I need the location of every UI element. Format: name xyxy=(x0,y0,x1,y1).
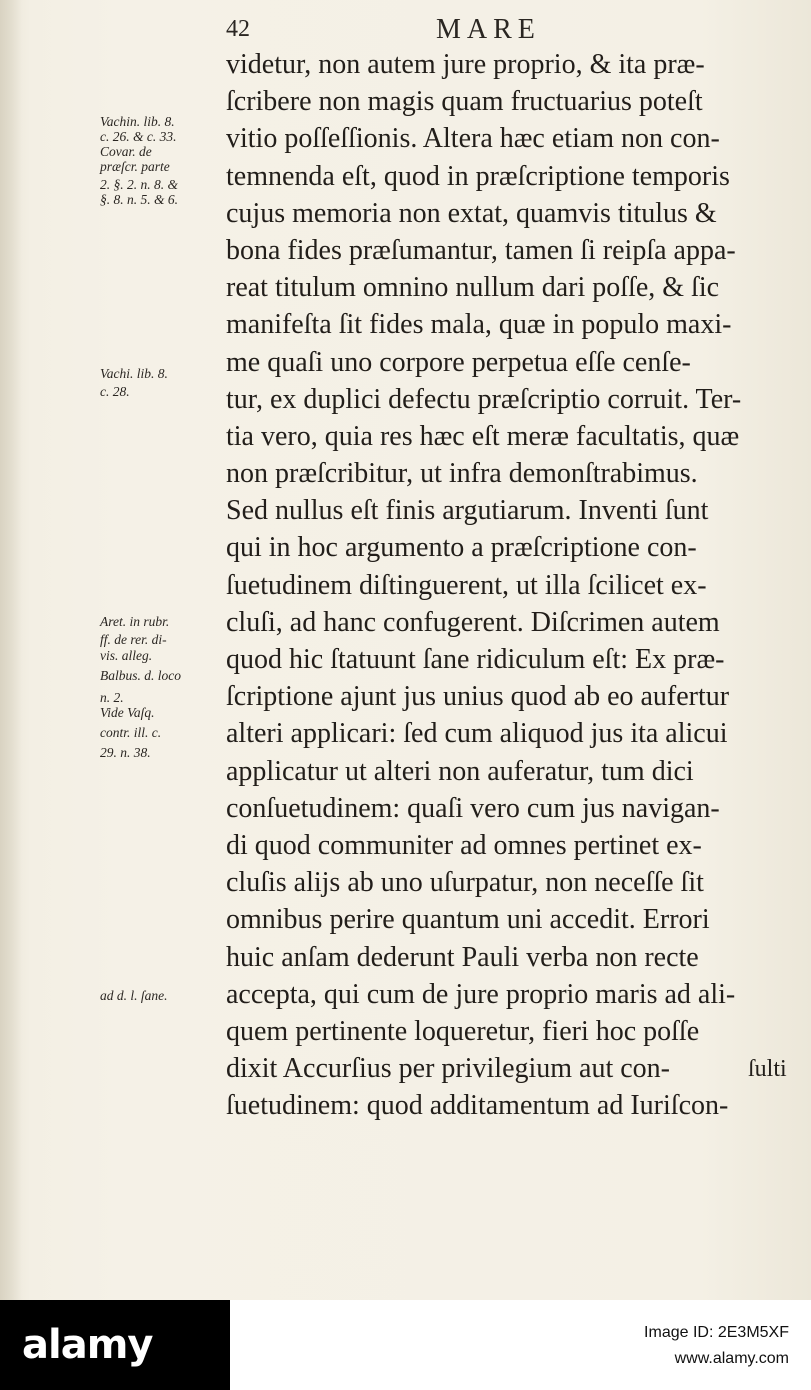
marginal-note-line: 29. n. 38. xyxy=(100,745,151,760)
text-line: quod hic ſtatuunt ſane ridiculum eſt: Ex præ- xyxy=(226,644,725,675)
text-line: dixit Accurſius per privilegium aut con- xyxy=(226,1053,671,1085)
image-id-label: Image ID: 2E3M5XF xyxy=(644,1324,789,1341)
marginal-note-line: contr. ill. c. xyxy=(100,725,162,740)
text-line: ſuetudinem: quod additamentum ad Iuriſcon- xyxy=(226,1090,729,1122)
text-line: cujus memoria non extat, quamvis titulus & xyxy=(226,197,717,229)
marginal-note-line: c. 28. xyxy=(100,384,130,399)
text-line: Sed nullus eſt finis argutiarum. Inventi ſunt xyxy=(226,495,709,527)
footer-url: www.alamy.com xyxy=(674,1350,789,1367)
text-line: bona fides præſumantur, tamen ſi reipſa appa- xyxy=(226,234,736,266)
marginal-note-line: c. 26. & c. 33. xyxy=(100,129,177,144)
gutter-shadow xyxy=(0,0,22,1300)
text-line: me quaſi uno corpore perpetua eſſe cenſe- xyxy=(226,346,691,378)
marginal-note-line: ff. de rer. di- xyxy=(100,632,167,647)
catchword: ſulti xyxy=(748,1056,787,1082)
text-line: cluſi, ad hanc confugerent. Diſcrimen autem xyxy=(226,606,720,638)
marginal-note-line: Vachi. lib. 8. xyxy=(100,366,168,381)
marginal-note-2 xyxy=(100,366,224,399)
marginal-note-line: n. 2. xyxy=(100,690,124,705)
text-line: di quod communiter ad omnes pertinet ex- xyxy=(226,829,702,861)
text-line: applicatur ut alteri non auferatur, tum dici xyxy=(226,755,694,787)
text-line: tia vero, quia res hæc eſt meræ facultatis, quæ xyxy=(226,420,740,452)
text-line: videtur, non autem jure proprio, & ita præ- xyxy=(226,49,705,80)
marginal-note-line: ad d. l. ſane. xyxy=(100,988,168,1003)
text-line: accepta, qui cum de jure proprio maris ad ali- xyxy=(226,978,736,1010)
marginal-note-line: præſcr. parte xyxy=(100,159,170,174)
marginal-note-line: Vide Vaſq. xyxy=(100,705,155,720)
main-text xyxy=(226,46,786,1124)
marginal-note-line: Vachin. lib. 8. xyxy=(100,114,175,129)
text-line: conſuetudinem: quaſi vero cum jus navigan- xyxy=(226,792,720,824)
marginal-note-line: 2. §. 2. n. 8. & xyxy=(100,177,179,192)
marginal-note-3 xyxy=(100,614,224,763)
marginal-note-4 xyxy=(100,988,224,1006)
text-line: temnenda eſt, quod in præſcriptione temporis xyxy=(226,160,730,192)
text-line: huic anſam dederunt Pauli verba non recte xyxy=(226,941,699,973)
marginal-note-line: §. 8. n. 5. & 6. xyxy=(100,192,179,207)
marginal-note-line: vis. alleg. xyxy=(100,648,153,663)
text-line: quem pertinente loqueretur, fieri hoc poſſe xyxy=(226,1015,700,1047)
marginal-note-1 xyxy=(100,114,224,207)
page-number: 42 xyxy=(226,16,250,42)
text-line: reat titulum omnino nullum dari poſſe, & ſic xyxy=(226,272,720,304)
text-line: non præſcribitur, ut infra demonſtrabimus. xyxy=(226,458,698,490)
text-line: tur, ex duplici defectu præſcriptio corruit. Ter- xyxy=(226,383,742,415)
marginal-note-line: Aret. in rubr. xyxy=(100,614,170,629)
marginal-note-line: Balbus. d. loco xyxy=(100,668,181,683)
running-title: MARE xyxy=(436,14,541,45)
text-line: ſcribere non magis quam fructuarius poteſt xyxy=(226,86,703,118)
text-line: ſuetudinem diſtinguerent, ut illa ſcilicet ex- xyxy=(226,569,707,601)
text-line: alteri applicari: ſed cum aliquod jus ita alicui xyxy=(226,718,728,750)
text-line: manifeſta ſit fides mala, quæ in populo maxi- xyxy=(226,309,732,341)
text-line: qui in hoc argumento a præſcriptione con- xyxy=(226,532,697,564)
text-line: omnibus perire quantum uni accedit. Errori xyxy=(226,904,710,936)
text-line: cluſis alijs ab uno uſurpatur, non neceſſe ſit xyxy=(226,867,704,899)
text-line: vitio poſſeſſionis. Altera hæc etiam non con- xyxy=(226,123,720,155)
text-line: ſcriptione ajunt jus unius quod ab eo aufertur xyxy=(226,681,730,713)
alamy-logo: alamy xyxy=(0,1300,230,1390)
marginal-note-line: Covar. de xyxy=(100,144,152,159)
